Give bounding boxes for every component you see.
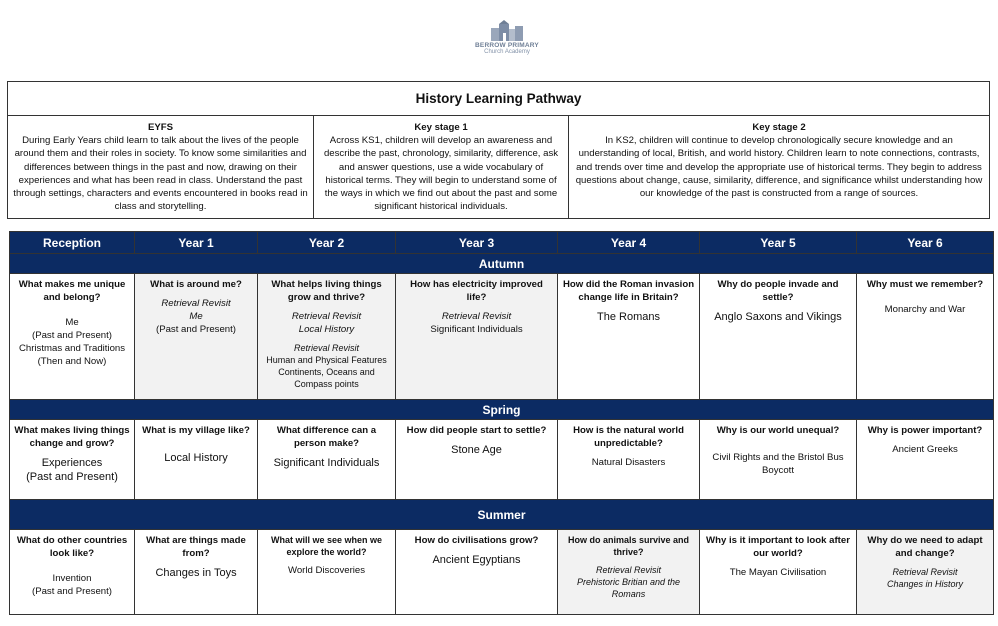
year-header: Reception <box>10 232 135 254</box>
summer-topics-row <box>10 530 994 615</box>
topic-question: How did the Roman invasion change life in Britain? <box>562 279 695 303</box>
topic-question: What are things made from? <box>146 535 246 559</box>
topic-line: (Past and Present) <box>32 330 112 341</box>
pathway-table <box>9 231 994 615</box>
topic-question: Why must we remember? <box>866 279 984 290</box>
topic-question: What helps living things grow and thrive? <box>271 279 382 303</box>
topic-line: Changes in Toys <box>155 567 237 579</box>
topic-question: What do other countries look like? <box>16 535 128 559</box>
topic-question: Why is power important? <box>867 425 983 436</box>
year-header: Year 2 <box>258 232 396 254</box>
topic-cell <box>258 274 396 400</box>
topic-question: How do civilisations grow? <box>414 535 539 546</box>
topic-cell <box>857 420 994 500</box>
topic-line: World Discoveries <box>287 565 366 576</box>
eyfs-text: During Early Years child learn to talk about the lives of the people around them and their roles in society. To know some similarities and differences between things in the past and now, drawing on their experiences and what has been read in class. Understand the past through settings, characters and events encountered in books read in class and storytelling. <box>13 135 308 213</box>
topic-line: Anglo Saxons and Vikings <box>714 311 842 323</box>
page-title: History Learning Pathway <box>8 82 989 116</box>
ks1-text: Across KS1, children will develop an awareness and describe the past, chronology, similarity, difference, ask and answer questions, use a wide vocabulary of historical terms. They will begin to understand some of the ways in which we find out about the past and some significant historical individuals. <box>323 135 559 213</box>
topic-question: What is around me? <box>150 279 242 290</box>
topic-line: Ancient Greeks <box>892 444 958 455</box>
year-header: Year 1 <box>135 232 258 254</box>
spring-term-row <box>10 400 994 420</box>
topic-cell <box>857 530 994 615</box>
retrieval-topic: Local History <box>298 324 355 335</box>
topic-line: (Past and Present) <box>26 471 118 483</box>
topic-line: Monarchy and War <box>884 304 966 315</box>
topic-line: Christmas and Traditions <box>18 343 126 354</box>
topic-line: (Then and Now) <box>37 356 107 367</box>
topic-cell <box>258 420 396 500</box>
topic-cell <box>558 530 700 615</box>
topic-cell <box>10 530 135 615</box>
topic-cell <box>10 274 135 400</box>
topic-line: Human and Physical Features <box>266 355 387 365</box>
year-header: Year 5 <box>700 232 857 254</box>
ks2-text: In KS2, children will continue to develop chronologically secure knowledge and an understanding of local, British, and world history. Children learn to note connections, contrasts, and trends over time and develop the appropriate use of historical terms. They begin to address questions about change, cause, similarity, difference, and significance whilst understanding how our knowledge of the past is constructed from a range of sources. <box>575 135 983 200</box>
topic-cell <box>396 420 558 500</box>
topic-line: Significant Individuals <box>430 324 523 335</box>
topic-cell <box>700 274 857 400</box>
term-label-autumn: Autumn <box>10 254 994 274</box>
topic-cell <box>558 274 700 400</box>
topic-cell <box>258 530 396 615</box>
autumn-term-row <box>10 254 994 274</box>
school-building-icon <box>487 20 527 42</box>
topic-line: Experiences <box>41 457 103 469</box>
topic-line: The Romans <box>597 311 660 323</box>
spring-topics-row <box>10 420 994 500</box>
topic-cell <box>135 530 258 615</box>
topic-question: What makes living things change and grow? <box>14 425 130 449</box>
year-header: Year 3 <box>396 232 558 254</box>
topic-question: What is my village like? <box>142 425 250 436</box>
year-header-row <box>10 232 994 254</box>
retrieval-revisit: Retrieval Revisit <box>595 565 662 575</box>
topic-line: Natural Disasters <box>591 457 666 468</box>
topic-line: Significant Individuals <box>273 457 380 469</box>
topic-line: Invention <box>52 573 92 584</box>
topic-question: How has electricity improved life? <box>410 279 543 303</box>
topic-question: Why do we need to adapt and change? <box>867 535 983 559</box>
topic-line: Local History <box>164 452 228 464</box>
retrieval-revisit: Retrieval Revisit <box>441 311 512 322</box>
retrieval-topic: Me <box>189 311 203 322</box>
retrieval-revisit: Retrieval Revisit <box>291 311 362 322</box>
topic-line: Ancient Egyptians <box>432 554 521 566</box>
topic-line: Continents, Oceans and Compass points <box>278 367 375 389</box>
topic-cell <box>700 530 857 615</box>
topic-question: How do animals survive and thrive? <box>567 535 690 557</box>
ks2-column <box>568 116 989 218</box>
school-logo <box>462 20 552 68</box>
retrieval-topic: Prehistoric Britian and the Romans <box>576 577 681 599</box>
topic-cell <box>135 420 258 500</box>
eyfs-heading: EYFS <box>147 122 174 133</box>
eyfs-column <box>8 116 313 218</box>
retrieval-revisit: Retrieval Revisit <box>892 567 958 577</box>
ks1-column <box>313 116 568 218</box>
year-header: Year 4 <box>558 232 700 254</box>
topic-cell <box>10 420 135 500</box>
summer-term-row <box>10 500 994 530</box>
topic-question: How is the natural world unpredictable? <box>573 425 684 449</box>
autumn-topics-row <box>10 274 994 400</box>
retrieval-revisit: Retrieval Revisit <box>161 298 231 309</box>
topic-question: Why is it important to look after our world? <box>706 535 850 559</box>
term-label-summer: Summer <box>10 500 994 530</box>
topic-question: Why do people invade and settle? <box>717 279 839 303</box>
topic-question: Why is our world unequal? <box>716 425 840 436</box>
topic-question: What will we see when we explore the world? <box>270 535 383 557</box>
topic-line: Stone Age <box>451 444 502 456</box>
topic-cell <box>700 420 857 500</box>
ks1-heading: Key stage 1 <box>414 122 468 133</box>
topic-cell <box>857 274 994 400</box>
topic-question: What makes me unique and belong? <box>18 279 126 303</box>
year-header: Year 6 <box>857 232 994 254</box>
intro-panel <box>7 81 990 219</box>
topic-line: Civil Rights and the Bristol Bus Boycott <box>712 452 844 476</box>
topic-cell <box>135 274 258 400</box>
topic-cell <box>558 420 700 500</box>
topic-question: What difference can a person make? <box>276 425 377 449</box>
term-label-spring: Spring <box>10 400 994 420</box>
topic-cell <box>396 530 558 615</box>
topic-line: Me <box>65 317 79 328</box>
topic-line: (Past and Present) <box>156 324 236 335</box>
retrieval-topic: Changes in History <box>886 579 964 589</box>
retrieval-revisit: Retrieval Revisit <box>293 343 360 353</box>
topic-line: (Past and Present) <box>32 586 112 597</box>
logo-subtitle: Church Academy <box>484 49 530 55</box>
topic-question: How did people start to settle? <box>406 425 547 436</box>
topic-cell <box>396 274 558 400</box>
logo-name: BERROW PRIMARY <box>475 42 539 49</box>
ks2-heading: Key stage 2 <box>752 122 806 133</box>
topic-line: The Mayan Civilisation <box>729 567 827 578</box>
